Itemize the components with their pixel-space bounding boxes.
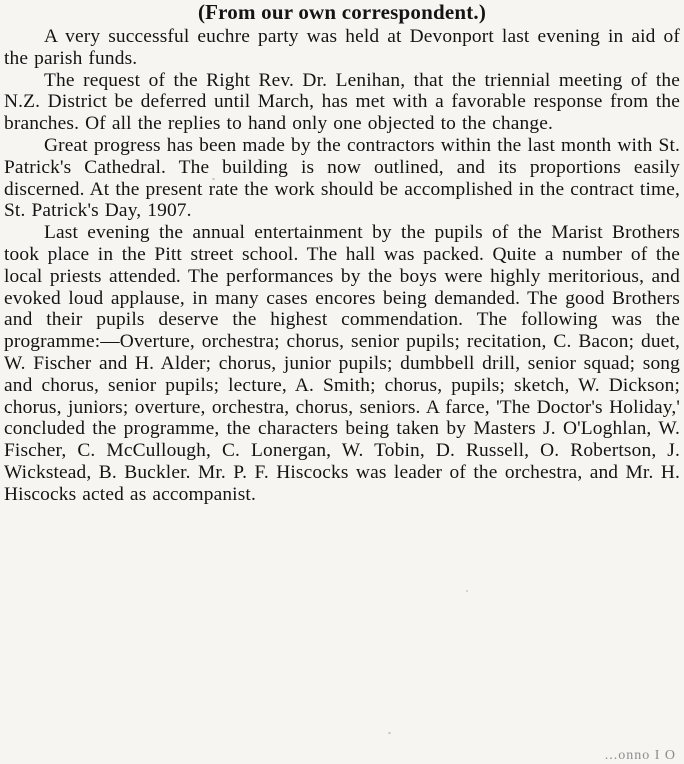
- paragraph-triennial-meeting: The request of the Right Rev. Dr. Lenihan, that the triennial meeting of the N.Z. District be deferred until March, has met with a favorable response from the branches. Of all the replies to hand only one objected to the change.: [4, 69, 680, 135]
- bleed-through-text: ...onno I O: [604, 748, 676, 763]
- paragraph-cathedral-progress: Great progress has been made by the contractors within the last month with St. Patrick's Cathedral. The building is now outlined, and its proportions easily discerned. At the present rate the work should be accomplished in the contract time, St. Patrick's Day, 1907.: [4, 134, 680, 222]
- column-heading: (From our own correspondent.): [197, 0, 487, 24]
- print-speck: [96, 402, 98, 404]
- paragraph-marist-entertainment: Last evening the annual entertainment by the pupils of the Marist Brothers took place in the Pitt street school. The hall was packed. Quite a number of the local priests attended. The performances by the boys were highly meritorious, and evoked loud applause, in many cases encores being demanded. The good Brothers and their pupils deserve the highest commendation. The following was the programme:—Overture, orchestra; chorus, senior pupils; recitation, C. Bacon; duet, W. Fischer and H. Alder; chorus, junior pupils; dumbbell drill, senior squad; song and chorus, senior pupils; lecture, A. Smith; chorus, pupils; sketch, W. Dickson; chorus, juniors; overture, orchestra, chorus, seniors. A farce, 'The Doctor's Holiday,' concluded the programme, the characters being taken by Masters J. O'Loghlan, W. Fischer, C. McCullough, C. Lonergan, W. Tobin, D. Russell, O. Robertson, J. Wickstead, B. Buckler. Mr. P. F. Hiscocks was leader of the orchestra, and Mr. H. Hiscocks acted as accompanist.: [4, 222, 680, 505]
- print-speck: [466, 590, 468, 592]
- print-speck: [388, 732, 391, 734]
- article-body: [4, 26, 680, 506]
- print-speck: [212, 178, 215, 180]
- paragraph-euchre-party: A very successful euchre party was held at Devonport last evening in aid of the parish funds.: [4, 26, 680, 69]
